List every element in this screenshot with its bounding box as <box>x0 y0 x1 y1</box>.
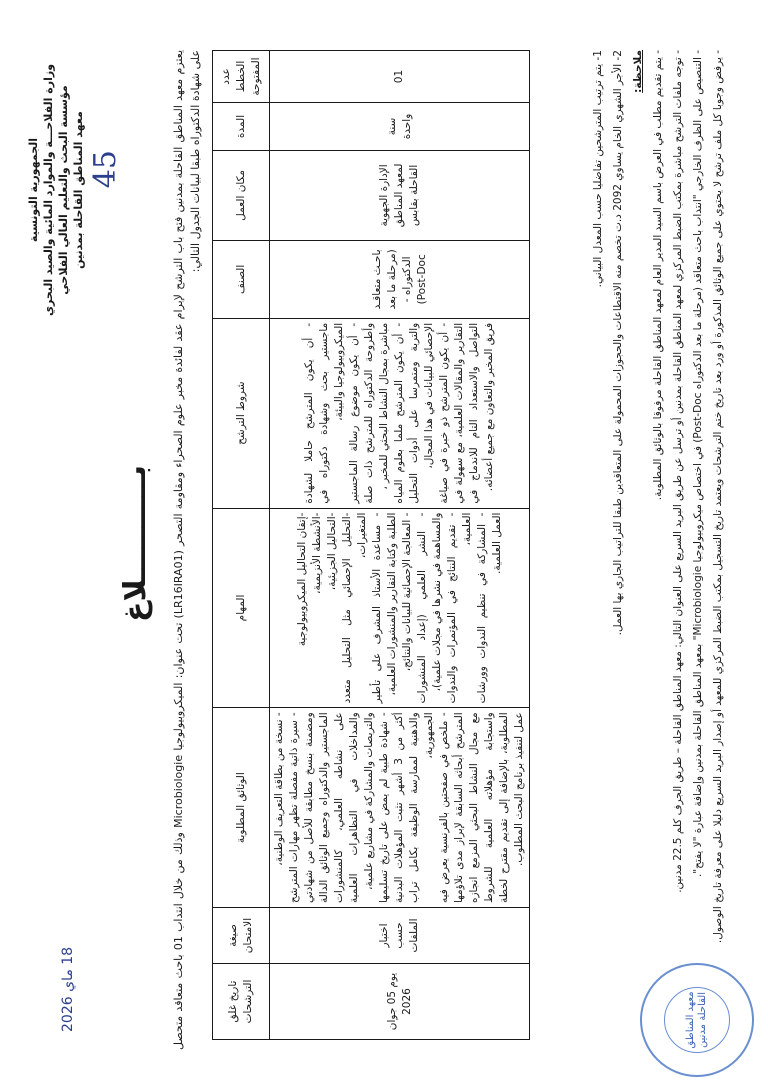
document-item: - شهادة طبية لم يمض على تاريخ تسليمها أكثر من 3 أشهر تثبت المؤهلات البدنية والذهنية لممارسة الوظيفة بكامل تراب الجمهورية، <box>378 712 435 904</box>
remark-line: - يرفض وجوبا كل ملف ترشح لا يحتوي على جميع الوثائق المذكورة أو ورد بعد تاريخ ختم الترشحات ويعتمد تاريخ التسجيل بمكتب الضبط المركزي للمعهد أو إصدار البريد السريع دليلا على معرفة تاريخ الوصول. <box>712 50 724 944</box>
task-item: - مساعدة الأستاذ المشرف على تأطير الطلبة وكتابة التقارير والمنشورات العلمية، <box>370 512 398 704</box>
notes-section <box>588 50 728 1050</box>
intro-paragraph: يعتزم معهد المناطق القاحلة بمدنين فتح باب الترشح لإبرام عقد لفائدة مخبر علوم الصحراء ومقاومة التصحر (LR16IRA01) تحت عنوان: الميكروبيولوجيا Microbiologie وذلك من خلال انتداب 01 باحث متعاقد متحصل على شهادة الدكتوراه طبقا لبيانات الجدول التالي: <box>172 49 202 1050</box>
condition-item: - أن يكون المترشح ذو خبرة في صياغة التقارير والمقالات العلمية، مع سهولة في التواصل والاستعداد التام للاندماج في فريق المخبر والتعاون مع جميع أعضائه. <box>438 322 495 504</box>
document-item: - سيرة ذاتية مفصلة تظهر مهارات المترشح ومضمنة بنسخ مطابقة للأصل من شهادتي الماجستير والدكتوراه وجميع الوثائق الدالة على نشاطه العلمي، كالمنشورات والمداخلات في التظاهرات العلمية والتربصات والمشاركة في مشاريع علمية، <box>288 712 375 904</box>
task-item: -التحاليل الجزيئية، <box>325 512 338 591</box>
remark-line: - توجه ملفات الترشح مباشرة بمكتب الضبط المركزي لمعهد المناطق القاحلة بمدنين أو ترسل عن طريق البريد السريع على العنوان التالي: معهد المناطق القاحلة – طريق الجرف كلم 22.5 مدنين. <box>672 50 684 893</box>
cell-category: باحـث متعاقـد (مرحلة ما بعد الدكتوراه - Post-Doc) <box>270 240 530 318</box>
header-documents: الوثائق المطلوبة <box>213 708 270 908</box>
seal-inner-text: معهد المناطق القاحلة مدنين <box>685 991 708 1049</box>
cell-positions: 01 <box>270 51 530 103</box>
cell-exam: اختبار حسب الملفات <box>270 908 530 964</box>
task-item: -التحليل الإحصائي مثل التحليل متعدد المتغيرات، <box>340 512 368 704</box>
header-exam: صيغة الامتحان <box>213 908 270 964</box>
document-item: - نسخة من بطاقة التعريف الوطنية، <box>273 712 285 866</box>
institution-seal <box>640 963 754 1077</box>
document-title: بــــــــــلاغ <box>118 464 153 623</box>
header-duration: المدة <box>213 102 270 150</box>
condition-item: - أن يكون موضوع رسالة الماجستير وأطروحة الدكتوراه للمترشح ذات صلة مباشرة بمجال النشاط البحثي للمخبر ، <box>348 322 390 504</box>
task-item: - تقديم النتائج في المؤتمرات والندوات العلمية، <box>445 512 473 704</box>
note-line: 1- يتم ترتيب المترشحين تفاضليا حسب المعدل البياني. <box>592 50 604 288</box>
header-line: الجمهورية التونسية <box>27 137 40 243</box>
task-item: -إتقان التحاليل الميكروبيولوجية <box>295 512 308 647</box>
handwritten-reference-number: 45 <box>88 150 123 189</box>
header-positions: عدد الخطط المفتوحة <box>213 51 270 103</box>
remark-line: - يتم تقديم مطلب في العرض باسم السيد المدير العام لمعهد المناطق القاحلة مرفوقا بالوثائق المطلوبة. <box>652 50 664 501</box>
cell-tasks <box>270 508 530 708</box>
header-conditions: شروط الترشح <box>213 318 270 508</box>
date-stamp: 18 ماي 2026 <box>60 946 76 1032</box>
table-header-row <box>213 51 270 1040</box>
task-item: - المعالجة الإحصائية للبيانات والنتائج، <box>400 512 413 672</box>
ministry-header <box>26 40 86 340</box>
condition-item: - أن يكون المترشح حاملا لشهادة ماجستير بحث وشهادة دكتوراه في الميكروبيولوجيا والبيئة، <box>303 322 345 504</box>
task-item: -الأنشطة الأنزيمية، <box>310 512 323 594</box>
cell-location: الإدارة الجهوية لمعهد المناطق القاحلة بقابس <box>270 150 530 240</box>
header-line: مؤسسة البحث والتعليم العالي الفلاحي <box>57 85 70 295</box>
task-item: - النشر العلمي (إعداد المنشورات والمساهمة في نشرها في مجلات علمية)، <box>415 512 443 704</box>
header-line: معهد المناطق القاحلة بمدنين <box>72 111 85 269</box>
header-tasks: المهام <box>213 508 270 708</box>
cell-conditions <box>270 318 530 508</box>
cell-closing-date: يوم 05 جوان 2026 <box>270 964 530 1040</box>
positions-table <box>212 50 530 1040</box>
table-row <box>270 51 530 1040</box>
header-line: وزارة الفلاحـــة والموارد المائية والصيد البحري <box>42 63 55 317</box>
cell-duration: سنة واحدة <box>270 102 530 150</box>
header-location: مكان العمل <box>213 150 270 240</box>
header-closing-date: تاريخ غلق الترشحات <box>213 964 270 1040</box>
header-category: الصنف <box>213 240 270 318</box>
document-item: - ملخص في صفحتين بالفرنسية يعرض فيه المترشح أبحاثه السابقة لإبراز مدى تلاؤمها مع مجال النشاط البحثي المزمع انجازه واستجابة مؤهلاته العلمية للشروط المطلوبة، بالإضافة إلى تقديم مقترح لخطة عمل لتنفيذ برنامج البحث المطلوب. <box>438 712 525 904</box>
cell-documents <box>270 708 530 908</box>
seal-inner-ring <box>664 987 730 1053</box>
task-item: - المشاركة في تنظيم الندوات وورشات العمل العلمية. <box>475 512 503 704</box>
remarks-heading: ملاحظة: <box>632 50 644 93</box>
note-line: 2- الأجر الشهري الخام يساوي 2092 د.ت تخصم منه الاقتطاعات والحجوزات المحمولة على المتعاقدين طبقا للتراتيب الجاري بها العمل. <box>612 50 624 636</box>
remark-line: - التنصيص على الظرف الخارجي "انتداب باحث متعاقد (مرحلة ما بعد الدكتوراه Post-Doc) في اختصاص ميكروبيولوجيا Microbiologie" بمعهد المناطق القاحلة بمدنين وإضافة عبارة "لا يفتح". <box>692 50 704 878</box>
condition-item: - أن يكون المترشح ملما بعلوم المياه والتربة ومتمرسا على أدوات التحليل الإحصائي للبيانات في هذا المجال، <box>393 322 435 504</box>
